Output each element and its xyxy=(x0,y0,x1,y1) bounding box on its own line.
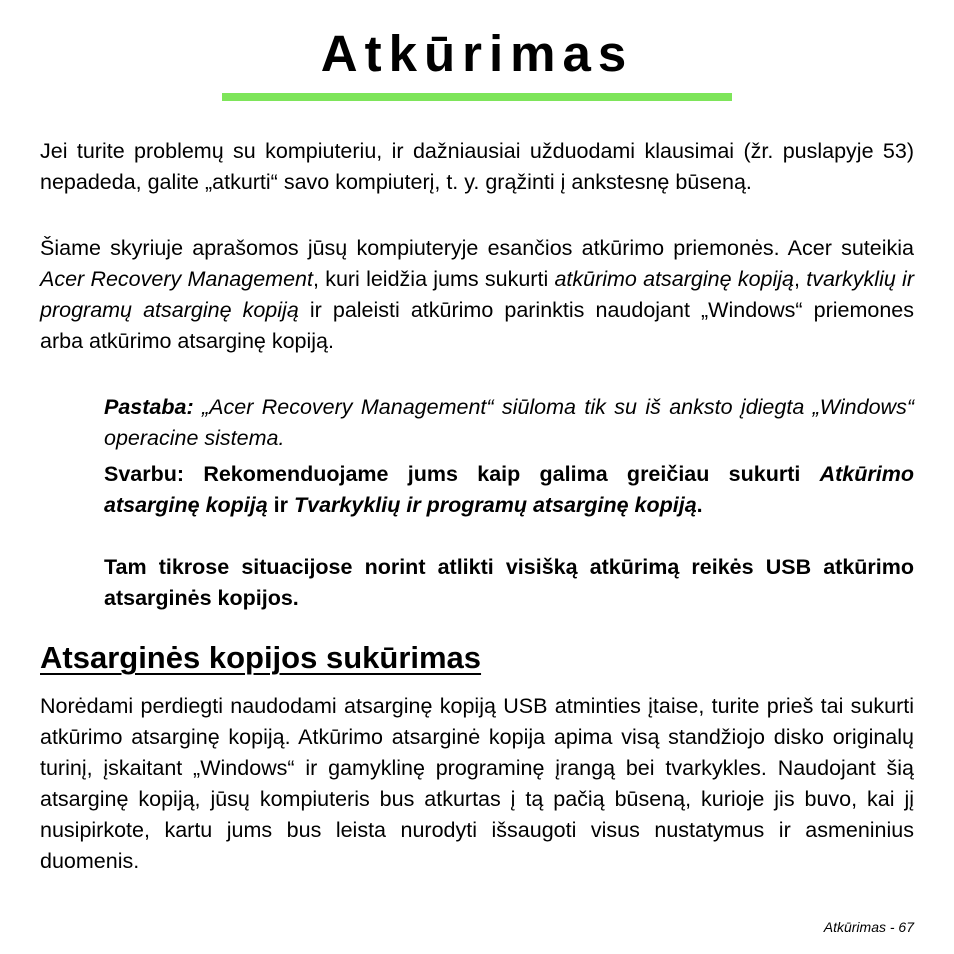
title-underline-bar xyxy=(222,93,732,101)
intro-p2-text-c: , kuri leidžia jums sukurti xyxy=(312,267,555,291)
intro-paragraph-2 xyxy=(40,233,914,357)
intro-p2-text-e: , xyxy=(794,267,807,291)
intro-p2-drivers-backup: tvarkyklių ir programų atsarginę kopiją xyxy=(40,267,914,322)
intro-p2-recovery-backup: atkūrimo atsarginę kopiją xyxy=(554,267,794,291)
important-end: . xyxy=(696,493,703,517)
section-title: Atsarginės kopijos sukūrimas xyxy=(40,640,482,675)
important-text: Svarbu: Rekomenduojame jums kaip galima greičiau sukurti xyxy=(104,462,820,486)
important-recovery-backup: Atkūrimo atsarginę kopiją xyxy=(104,462,914,517)
page-title: Atkūrimas xyxy=(320,25,634,82)
note-label: Pastaba: xyxy=(104,395,194,419)
intro-p2-text-a: Šiame skyriuje aprašomos jūsų kompiuteryje esančios atkūrimo priemonės. Acer suteikia xyxy=(40,236,914,260)
important-usb-paragraph: Tam tikrose situacijose norint atlikti visišką atkūrimą reikės USB atkūrimo atsarginės kopijos. xyxy=(104,555,914,610)
intro-p2-text-g: ir paleisti atkūrimo parinktis naudojant „Windows“ priemones arba atkūrimo atsarginę kopiją. xyxy=(40,298,914,353)
intro-paragraph-1: Jei turite problemų su kompiuteriu, ir dažniausiai užduodami klausimai (žr. puslapyje 53) nepadeda, galite „atkurti“ savo kompiuterį, t. y. grąžinti į ankstesnę būseną. xyxy=(40,139,914,194)
section-body: Norėdami perdiegti naudodami atsarginę kopiją USB atminties įtaise, turite prieš tai sukurti atkūrimo atsarginę kopiją. Atkūrimo atsarginė kopija apima visą standžiojo disko originalų turinį, įskaitant „Windows“ ir gamyklinę programinę įrangą bei tvarkykles. Naudojant šią atsarginę kopiją, jūsų kompiuteris bus atkurtas į tą pačią būseną, kurioje jis buvo, kai jį nusipirkote, kartu jums bus leista nurodyti išsaugoti visus nustatymus ir asmeninius duomenis. xyxy=(40,694,914,873)
important-connector: ir xyxy=(267,493,294,517)
intro-p2-product-name: Acer Recovery Management xyxy=(40,267,313,291)
note-text: „Acer Recovery Management“ siūloma tik su iš anksto įdiegta „Windows“ operacine sistema. xyxy=(104,395,914,450)
note-paragraph xyxy=(104,392,914,454)
important-drivers-backup: Tvarkyklių ir programų atsarginę kopiją xyxy=(294,493,697,517)
page-footer: Atkūrimas - 67 xyxy=(823,919,914,935)
important-paragraph xyxy=(104,459,914,521)
